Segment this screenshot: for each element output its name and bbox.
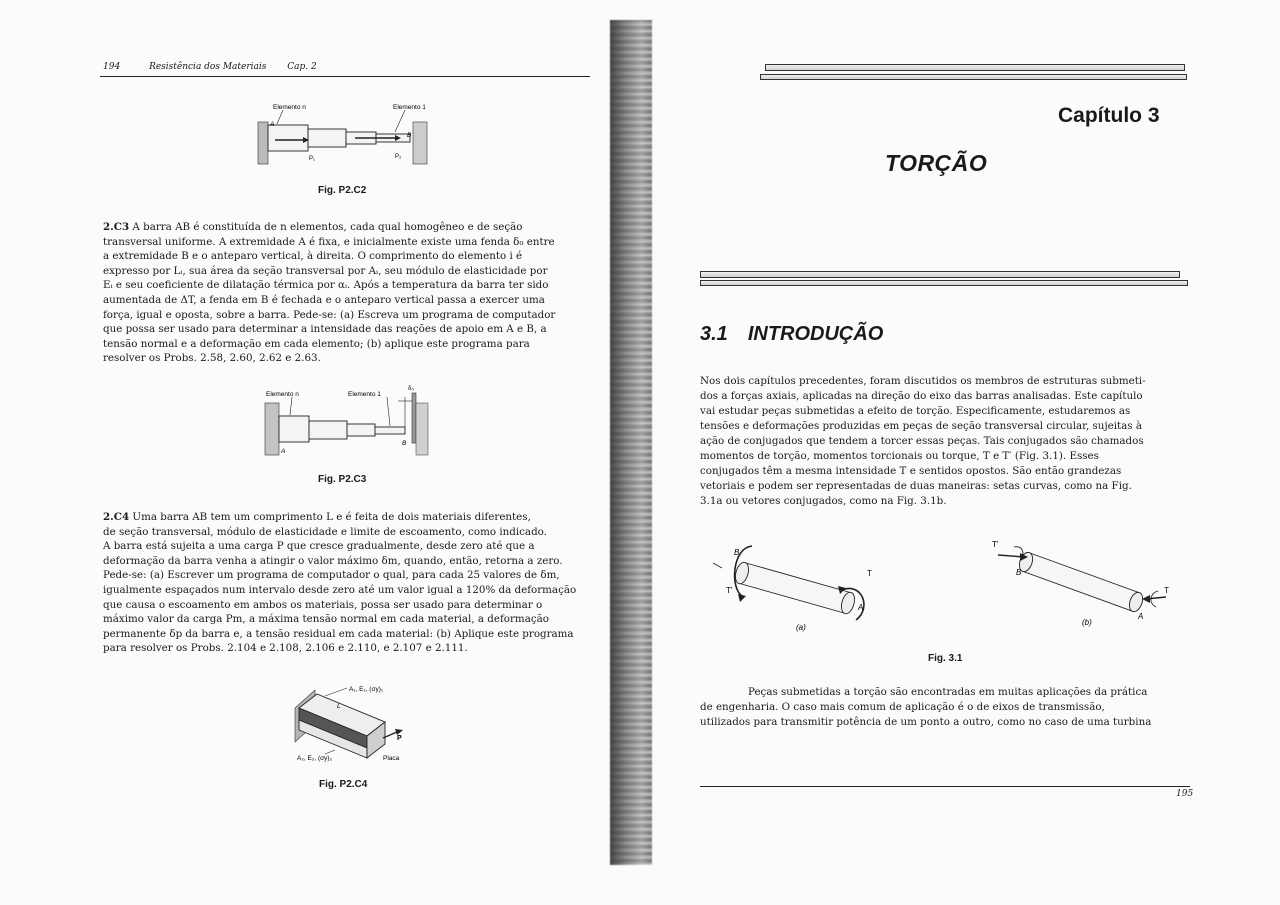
fig31-sub-b: (b) (1082, 618, 1092, 627)
fig-c3-label-b: B (402, 440, 407, 447)
fig-c2-label-b: B (407, 132, 412, 139)
problem-2c4 (103, 510, 589, 656)
fig31b-label-b: B (1016, 568, 1022, 577)
fig-c4-label-l: L (337, 703, 341, 710)
figure-p2-c4 (285, 672, 425, 772)
problem-2c4-line-8: máximo valor da carga Pm, a máxima tensão normal em cada material, a deformação (103, 613, 549, 626)
problem-2c3-line-2: transversal uniforme. A extremidade A é fixa, e inicialmente existe uma fenda δ₀ entre (103, 235, 555, 248)
figure-p2-c3 (262, 383, 437, 458)
problem-2c4-line-3: A barra está sujeita a uma carga P que cresce gradualmente, desde zero até que a (103, 540, 535, 553)
header-rule-left (100, 76, 590, 77)
problem-2c3-line-1: A barra AB é constituída de n elementos, cada qual homogêneo e de seção (132, 221, 523, 233)
fig-c3-label-element-1: Elemento 1 (348, 391, 381, 398)
fig-c3-label-element-n: Elemento n (266, 391, 299, 398)
problem-2c3-line-9: tensão normal e a deformação em cada elemento; (b) aplique este programa para (103, 337, 530, 350)
figure-3-1a (712, 538, 892, 633)
section-number: 3.1 (700, 323, 728, 345)
decorative-bar-mid-1 (700, 271, 1180, 278)
figure-p2-c2 (255, 100, 435, 170)
problem-2c4-number: 2.C4 (103, 511, 130, 523)
problem-2c4-line-1: Uma barra AB tem um comprimento L e é feita de dois materiais diferentes, (132, 511, 531, 523)
section-title: INTRODUÇÃO (747, 323, 884, 345)
fig-c2-label-p2: P₂ (395, 154, 402, 160)
second-paragraph (700, 685, 1188, 730)
figure-caption-p2-c3: Fig. P2.C3 (318, 474, 367, 485)
problem-2c3-line-3: a extremidade B e o anteparo vertical, à direita. O comprimento do elemento i é (103, 250, 523, 263)
decorative-bar-top-1 (765, 64, 1185, 71)
fig31b-label-t-prime: T′ (992, 540, 999, 549)
intro-line-7: conjugados têm a mesma intensidade T e sentidos opostos. São então grandezas (700, 465, 1122, 477)
intro-line-2: dos a forças axiais, aplicadas na direção do eixo das barras analisadas. Este capítulo (700, 390, 1143, 402)
second-line-1: Peças submetidas a torção são encontradas em muitas aplicações da prática (748, 686, 1148, 698)
second-line-3: utilizados para transmitir potência de um ponto a outro, como no caso de uma turbina (700, 716, 1152, 728)
running-head-left (103, 62, 588, 72)
section-heading (700, 323, 883, 346)
decorative-bar-top-2 (760, 74, 1187, 80)
fig-c2-label-p1: P₁ (309, 156, 316, 162)
page-number-left: 194 (103, 62, 121, 72)
second-line-2: de engenharia. O caso mais comum de aplicação é o de eixos de transmissão, (700, 701, 1105, 713)
fig-c3-label-delta: δ₀ (408, 386, 414, 392)
book-title: Resistência dos Materiais (149, 62, 267, 72)
figure-caption-p2-c4: Fig. P2.C4 (319, 779, 368, 790)
problem-2c3-line-7: força, igual e oposta, sobre a barra. Pede-se: (a) Escreva um programa de computador (103, 308, 556, 321)
fig31a-label-t-prime: T′ (726, 586, 733, 595)
chapter-reference: Cap. 2 (287, 62, 317, 72)
chapter-title: TORÇÃO (885, 150, 988, 176)
problem-2c4-line-9: permanente δp da barra e, a tensão residual em cada material: (b) Aplique este programa (103, 627, 574, 640)
figure-caption-p2-c2: Fig. P2.C2 (318, 185, 367, 196)
fig31-sub-a: (a) (796, 623, 806, 632)
problem-2c4-line-4: deformação da barra venha a atingir o valor máximo δm, quando, então, retorna a zero. (103, 554, 563, 567)
page-number-right: 195 (1176, 789, 1194, 799)
problem-2c3-line-5: Eᵢ e seu coeficiente de dilatação térmica por αᵢ. Após a temperatura da barra ter sido (103, 279, 549, 292)
fig-c4-label-top: A₁, E₁, (σy)₁ (349, 686, 384, 693)
fig-c4-label-bottom: A₂, E₂, (σy)₂ (297, 755, 333, 762)
problem-2c3-line-8: que possa ser usado para determinar a intensidade das reações de apoio em A e B, a (103, 323, 547, 336)
fig-c4-label-p: P (397, 735, 402, 742)
problem-2c4-line-6: igualmente espaçados num intervalo desde zero até um valor igual a 120% da deformação (103, 583, 577, 596)
intro-line-4: tensões e deformações produzidas em peças de seção transversal circular, sujeitas à (700, 420, 1142, 432)
intro-line-6: momentos de torção, momentos torcionais ou torque, T e T′ (Fig. 3.1). Esses (700, 450, 1099, 462)
fig31b-label-t: T (1164, 586, 1169, 595)
problem-2c3-line-6: aumentada de ΔT, a fenda em B é fechada e o anteparo vertical passa a exercer uma (103, 293, 545, 306)
intro-line-9: 3.1a ou vetores conjugados, como na Fig. 3.1b. (700, 495, 947, 507)
decorative-bar-mid-2 (700, 280, 1188, 286)
chapter-heading: Capítulo 3 (1058, 104, 1160, 127)
intro-line-1: Nos dois capítulos precedentes, foram discutidos os membros de estruturas submeti- (700, 375, 1146, 387)
fig-c2-label-element-n: Elemento n (273, 104, 306, 111)
fig31a-label-b: B (734, 548, 740, 557)
intro-line-5: ação de conjugados que tendem a torcer essas peças. Tais conjugados são chamados (700, 435, 1144, 447)
fig-c4-label-plate: Placa (383, 755, 400, 762)
problem-2c3-line-10: resolver os Probs. 2.58, 2.60, 2.62 e 2.63. (103, 352, 321, 365)
problem-2c4-line-5: Pede-se: (a) Escrever um programa de computador o qual, para cada 25 valores de δm, (103, 569, 560, 582)
intro-line-3: vai estudar peças submetidas a efeito de torção. Especificamente, estudaremos as (700, 405, 1131, 417)
fig-c3-label-a: A (281, 448, 286, 455)
problem-2c3-line-4: expresso por Lᵢ, sua área da seção transversal por Aᵢ, seu módulo de elasticidade por (103, 264, 548, 277)
fig-c2-label-a: A (270, 121, 275, 128)
problem-2c4-line-2: de seção transversal, módulo de elasticidade e limite de escoamento, como indicado. (103, 525, 547, 538)
problem-2c3-number: 2.C3 (103, 221, 130, 233)
fig-c2-label-element-1: Elemento 1 (393, 104, 426, 111)
figure-3-1b (990, 535, 1190, 630)
fig31b-label-a: A (1138, 612, 1144, 621)
problem-2c3 (103, 220, 589, 366)
problem-2c4-line-7: que causa o escoamento em ambos os materiais, possa ser usado para determinar o (103, 598, 543, 611)
footer-rule-right (700, 786, 1190, 787)
figure-caption-3-1: Fig. 3.1 (928, 653, 963, 664)
problem-2c4-line-10: para resolver os Probs. 2.104 e 2.108, 2.106 e 2.110, e 2.107 e 2.111. (103, 642, 468, 655)
intro-line-8: vetoriais e podem ser representadas de duas maneiras: setas curvas, como na Fig. (700, 480, 1132, 492)
fig31a-label-a: A (858, 603, 864, 612)
intro-paragraph (700, 374, 1188, 509)
book-gutter-shadow (610, 20, 652, 865)
fig31a-label-t: T (867, 569, 872, 578)
